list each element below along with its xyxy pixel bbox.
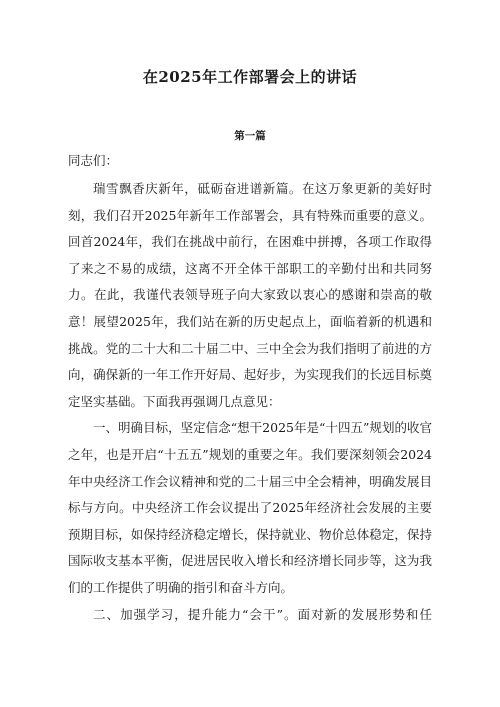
- salutation: 同志们：: [68, 153, 119, 168]
- document-title: 在2025年工作部署会上的讲话: [142, 68, 358, 86]
- speech-body: [68, 176, 432, 628]
- paragraph-point-one: 一、明确目标，坚定信念“想干2025年是“十四五”规划的收官之年，也是开启“十五五”规划的重要之年。我们要深刻领会2024年中央经济工作会议精神和党的二十届三中全会精神，明确发展目标与方向。中央经济工作会议提出了2025年经济社会发展的主要预期目标，如保持经济稳定增长，保持就业、物价总体稳定，保持国际收支基本平衡，促进居民收入增长和经济增长同步等，这为我们的工作提供了明确的指引和奋斗方向。: [68, 420, 432, 595]
- paragraph-opening: 瑞雪飘香庆新年，砥砺奋进谱新篇。在这万象更新的美好时刻，我们召开2025年新年工作部署会，具有特殊而重要的意义。回首2024年，我们在挑战中前行，在困难中拼搏，各项工作取得了来之不易的成绩，这离不开全体干部职工的辛勤付出和共同努力。在此，我谨代表领导班子向大家致以衷心的感谢和崇高的敬意！展望2025年，我们站在新的历史起点上，面临着新的机遇和挑战。党的二十大和二十届二中、三中全会为我们指明了前进的方向，确保新的一年工作开好局、起好步，为实现我们的长远目标奠定坚实基础。下面我再强调几点意见：: [68, 181, 432, 409]
- paragraph-point-two: 二、加强学习，提升能力“会干”。面对新的发展形势和任: [93, 606, 432, 622]
- section-heading: 第一篇: [234, 130, 266, 142]
